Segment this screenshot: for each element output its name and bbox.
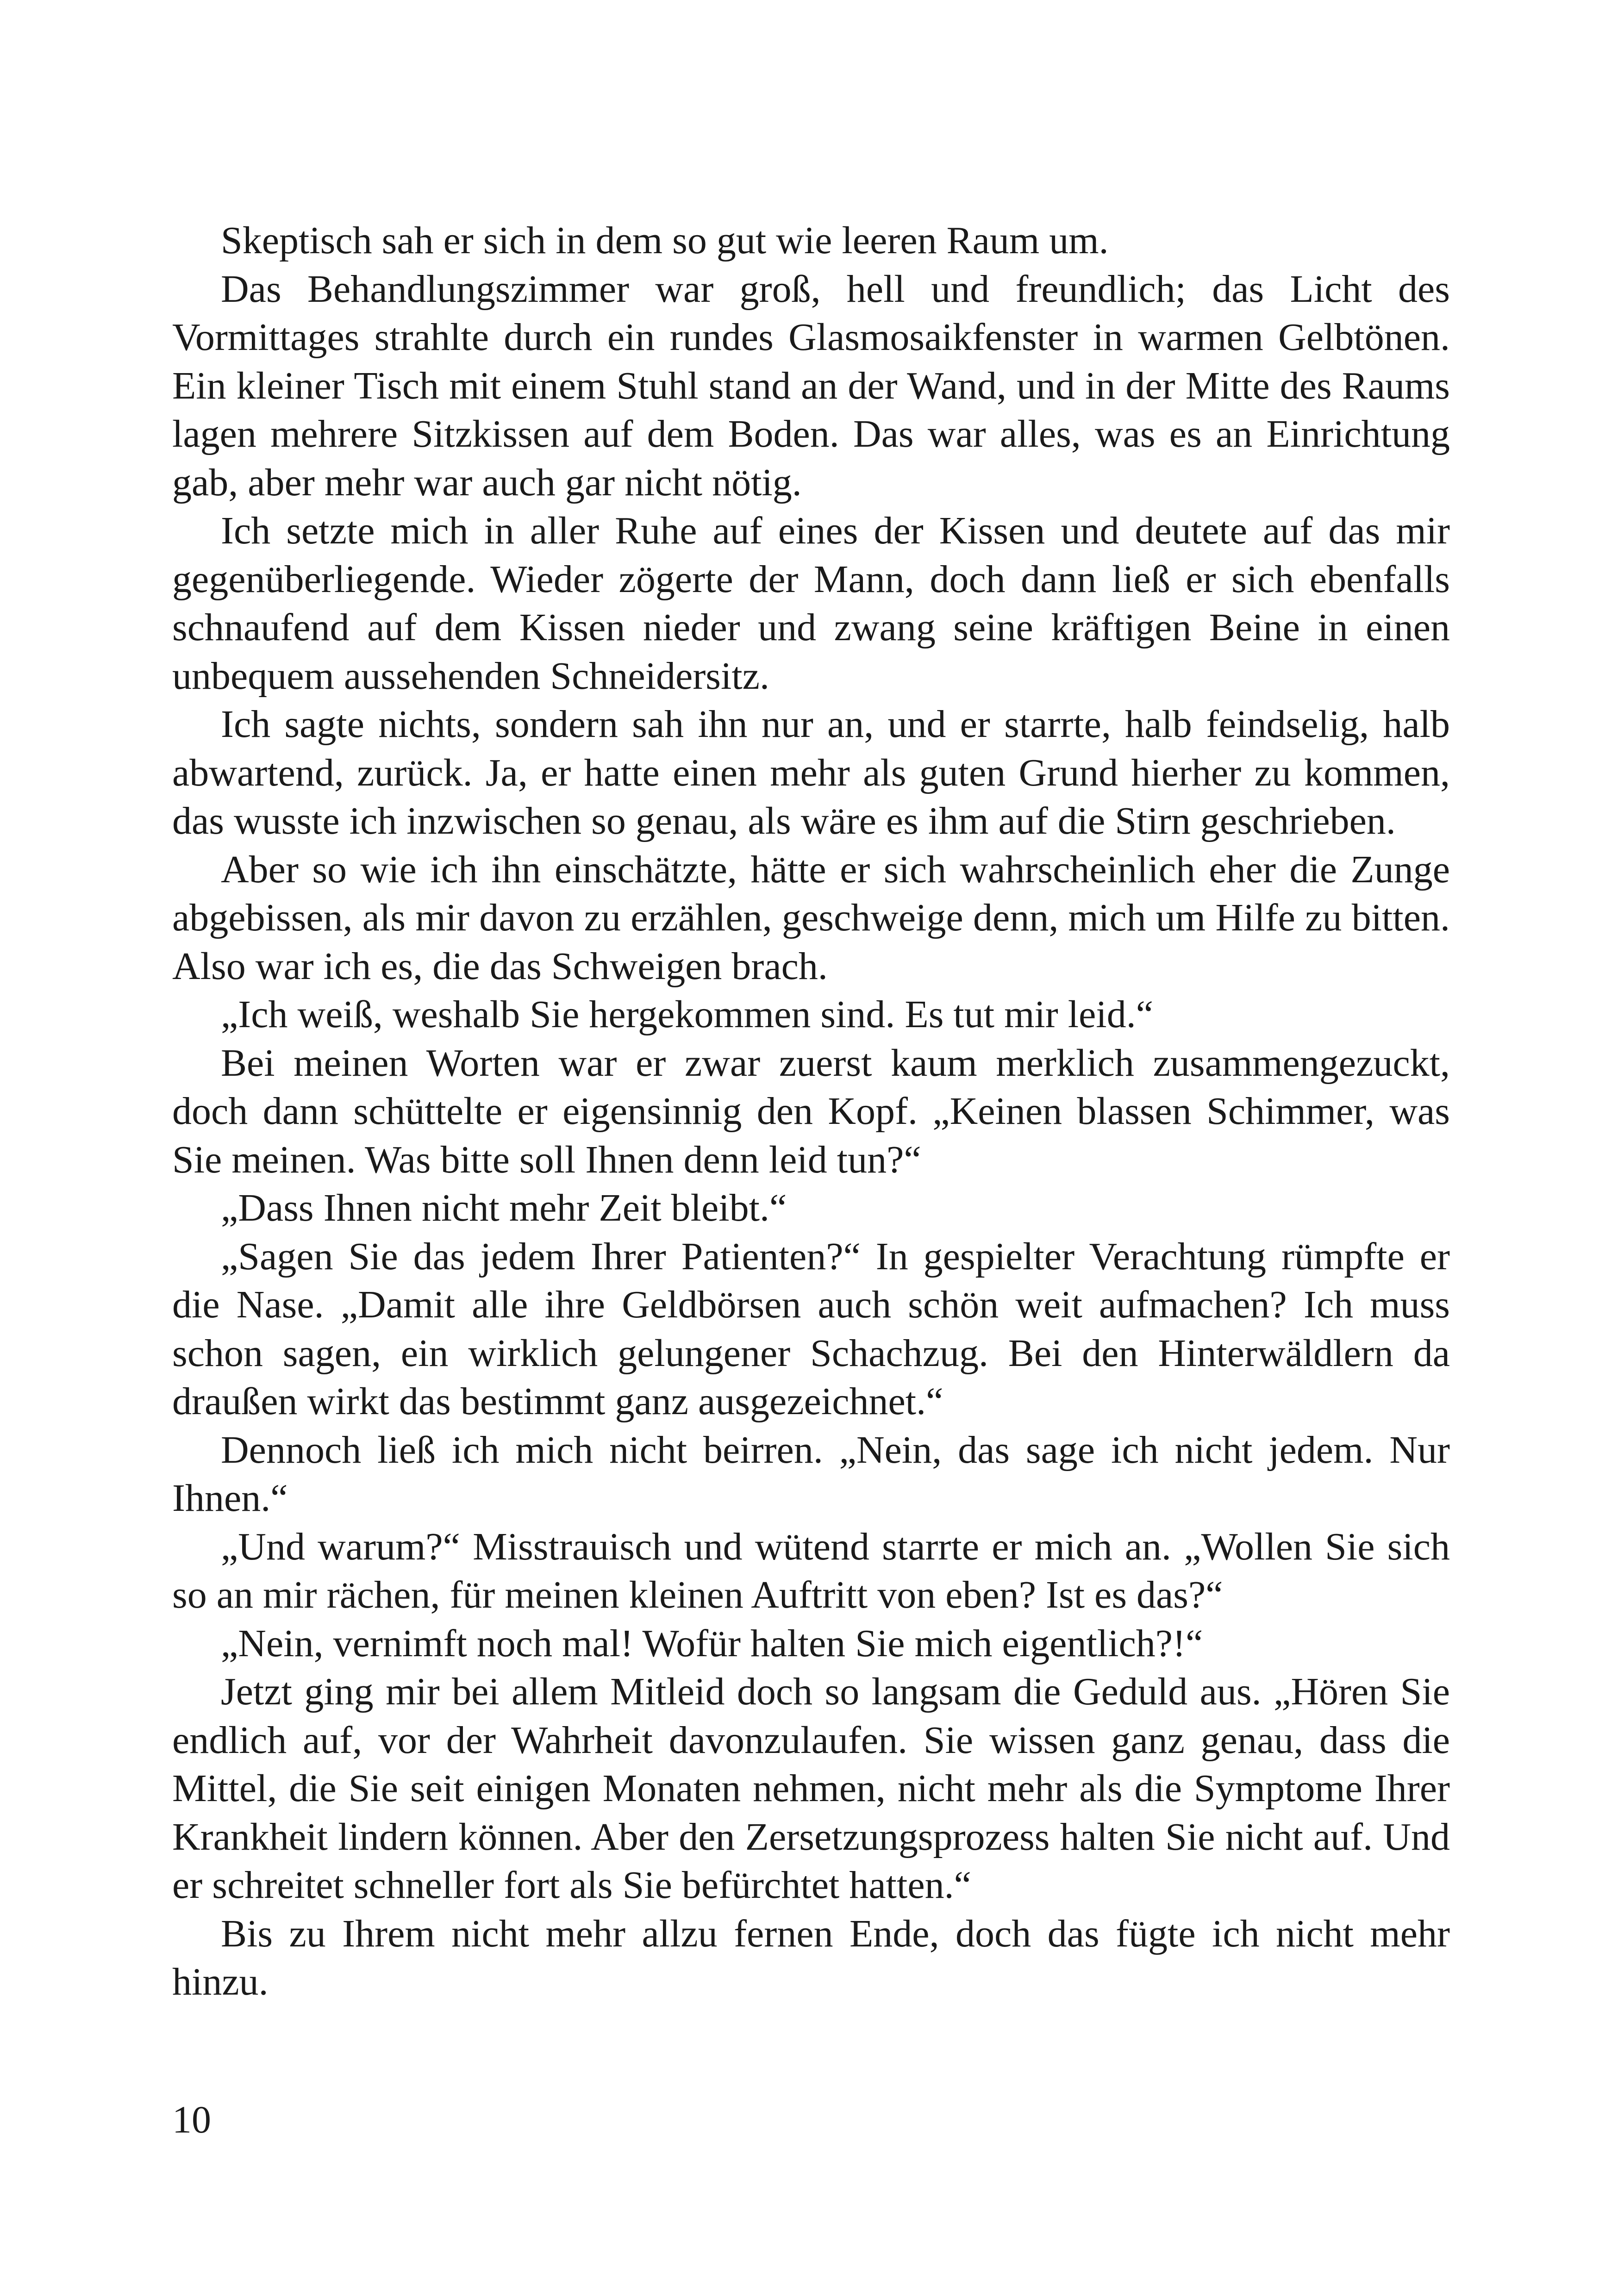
- paragraph: Jetzt ging mir bei allem Mitleid doch so langsam die Geduld aus. „Hören Sie endlich auf, vor der Wahrheit davonzulaufen. Sie wissen ganz genau, dass die Mittel, die Sie seit einigen Monaten nehmen, nicht mehr als die Symptome Ihrer Krankheit lindern können. Aber den Zersetzungsprozess halten Sie nicht auf. Und er schreitet schneller fort als Sie befürchtet hatten.“: [172, 1670, 1450, 1907]
- page-number: 10: [172, 2098, 211, 2141]
- paragraph: „Nein, vernimft noch mal! Wofür halten Sie mich eigentlich?!“: [221, 1621, 1203, 1665]
- paragraph: Ich setzte mich in aller Ruhe auf eines der Kissen und deutete auf das mir gegenüberliegende. Wieder zögerte der Mann, doch dann ließ er sich ebenfalls schnaufend auf dem Kissen nieder und zwang seine kräftigen Beine in einen unbequem aussehenden Schneidersitz.: [172, 509, 1450, 698]
- paragraph: Das Behandlungszimmer war groß, hell und freundlich; das Licht des Vormittages strahlte durch ein rundes Glasmosaikfenster in warmen Gelbtönen. Ein kleiner Tisch mit einem Stuhl stand an der Wand, und in der Mitte des Raums lagen mehrere Sitzkissen auf dem Boden. Das war alles, was es an Einrichtung gab, aber mehr war auch gar nicht nötig.: [172, 267, 1450, 504]
- paragraph: „Ich weiß, weshalb Sie hergekommen sind. Es tut mir leid.“: [221, 993, 1153, 1036]
- paragraph: Bis zu Ihrem nicht mehr allzu fernen Ende, doch das fügte ich nicht mehr hinzu.: [172, 1912, 1450, 2003]
- paragraph: Dennoch ließ ich mich nicht beirren. „Nein, das sage ich nicht jedem. Nur Ihnen.“: [172, 1428, 1450, 1520]
- paragraph: Skeptisch sah er sich in dem so gut wie leeren Raum um.: [221, 219, 1109, 262]
- paragraph: Bei meinen Worten war er zwar zuerst kaum merklich zusammengezuckt, doch dann schüttelte er eigensinnig den Kopf. „Keinen blassen Schimmer, was Sie meinen. Was bitte soll Ihnen denn leid tun?“: [172, 1041, 1450, 1181]
- body-text: [172, 217, 1450, 2007]
- paragraph: Aber so wie ich ihn einschätzte, hätte er sich wahrscheinlich eher die Zunge abgebissen, als mir davon zu erzählen, geschweige denn, mich um Hilfe zu bitten. Also war ich es, die das Schweigen brach.: [172, 848, 1450, 988]
- paragraph: „Dass Ihnen nicht mehr Zeit bleibt.“: [221, 1186, 787, 1229]
- paragraph: „Sagen Sie das jedem Ihrer Patienten?“ In gespielter Verachtung rümpfte er die Nase. „Damit alle ihre Geldbörsen auch schön weit aufmachen? Ich muss schon sagen, ein wirklich gelungener Schachzug. Bei den Hinterwäldlern da draußen wirkt das bestimmt ganz ausgezeichnet.“: [172, 1235, 1450, 1423]
- paragraph: Ich sagte nichts, sondern sah ihn nur an, und er starrte, halb feindselig, halb abwartend, zurück. Ja, er hatte einen mehr als guten Grund hierher zu kommen, das wusste ich inzwischen so genau, als wäre es ihm auf die Stirn geschrieben.: [172, 703, 1450, 842]
- paragraph: „Und warum?“ Misstrauisch und wütend starrte er mich an. „Wollen Sie sich so an mir rächen, für meinen kleinen Auftritt von eben? Ist es das?“: [172, 1525, 1450, 1616]
